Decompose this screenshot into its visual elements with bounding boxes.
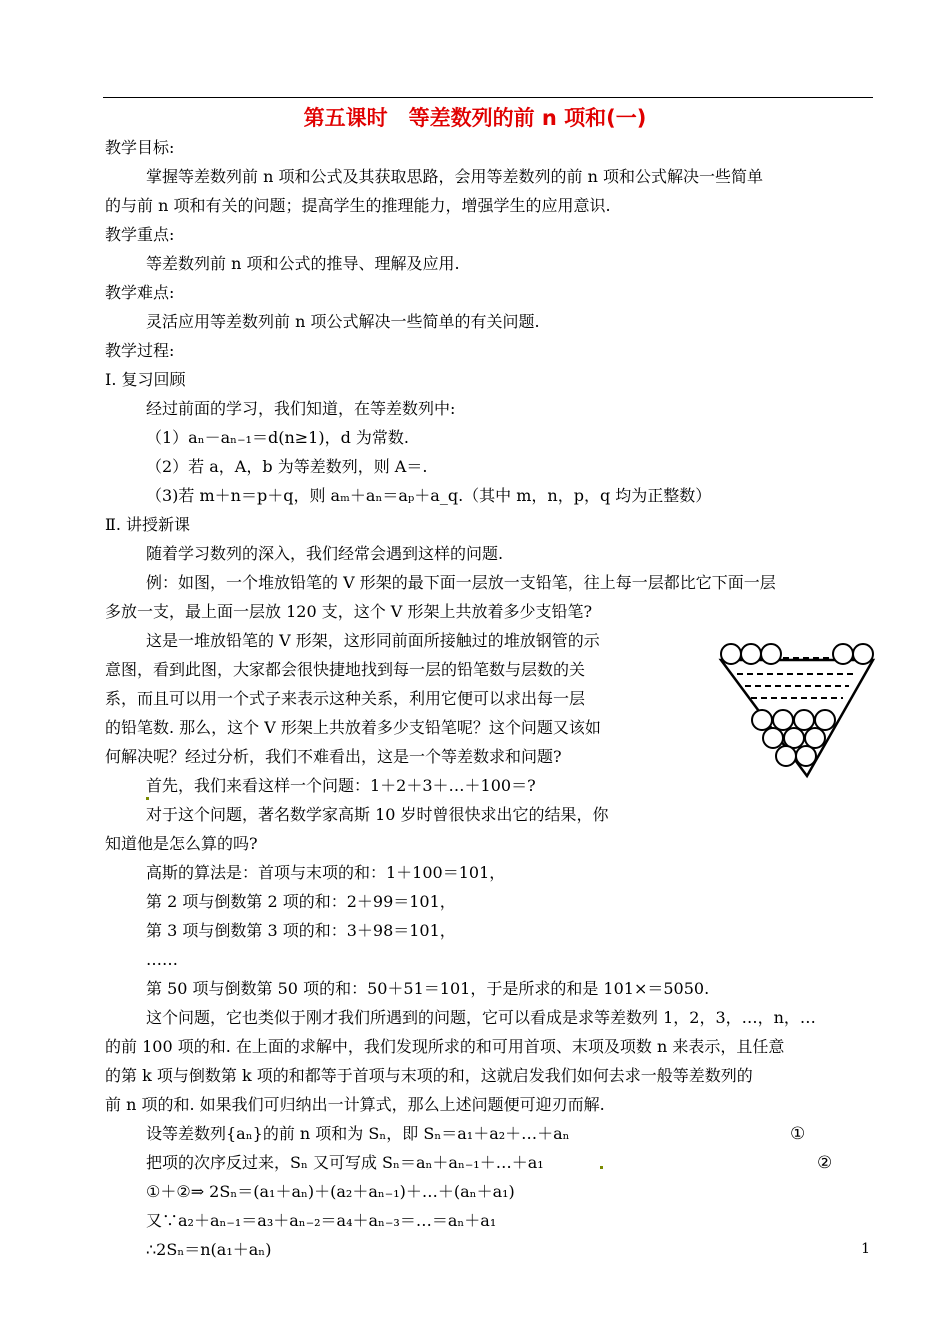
subsection-heading-review: Ⅰ. 复习回顾 <box>105 370 186 389</box>
formula-line: （3)若 m＋n＝p＋q，则 aₘ＋aₙ＝aₚ＋a_q.（其中 m，n，p，q 均为正整数） <box>146 486 712 505</box>
pencil-circle <box>773 710 793 730</box>
pencil-circle <box>721 644 741 664</box>
pencil-circle <box>853 644 873 664</box>
pencil-circle <box>815 710 835 730</box>
text-line: 等差数列前 n 项和公式的推导、理解及应用. <box>146 254 460 273</box>
pencil-circle <box>763 728 783 748</box>
equation-marker-2: ② <box>817 1153 833 1173</box>
header-rule <box>103 97 873 98</box>
subsection-heading-new-lesson: Ⅱ. 讲授新课 <box>105 515 191 534</box>
section-heading-goals: 教学目标: <box>105 138 175 157</box>
ellipsis-line: …… <box>146 950 178 969</box>
pencil-circle <box>833 644 853 664</box>
text-line: 掌握等差数列前 n 项和公式及其获取思路，会用等差数列的前 n 项和公式解决一些简单 <box>146 167 763 186</box>
pencil-circle <box>796 746 816 766</box>
section-heading-key-points: 教学重点: <box>105 225 175 244</box>
formula-line: （2）若 a，A，b 为等差数列，则 A＝. <box>146 457 428 476</box>
text-line: 意图，看到此图，大家都会很快捷地找到每一层的铅笔数与层数的关 <box>105 660 586 679</box>
text-line: 第 50 项与倒数第 50 项的和：50＋51＝101，于是所求的和是 101×＝5050. <box>146 979 710 998</box>
text-line: 的前 100 项的和. 在上面的求解中，我们发现所求的和可用首项、末项及项数 n 来表示，且任意 <box>105 1037 785 1056</box>
text-line: 这是一堆放铅笔的 V 形架，这形同前面所接触过的堆放钢管的示 <box>146 631 600 650</box>
text-line: 灵活应用等差数列前 n 项公式解决一些简单的有关问题. <box>146 312 540 331</box>
text-line: 何解决呢？经过分析，我们不难看出，这是一个等差数求和问题? <box>105 747 562 766</box>
text-line: 例：如图，一个堆放铅笔的 V 形架的最下面一层放一支铅笔，往上每一层都比它下面一层 <box>146 573 776 592</box>
formula-line: ∴2Sₙ＝n(a₁＋aₙ) <box>146 1240 272 1259</box>
formula-line: ①＋②⇒ 2Sₙ＝(a₁＋aₙ)＋(a₂＋aₙ₋₁)＋…＋(aₙ＋a₁) <box>146 1182 515 1201</box>
text-line: 第 3 项与倒数第 3 项的和：3＋98＝101， <box>146 921 456 940</box>
text-line: 知道他是怎么算的吗? <box>105 834 258 853</box>
text-line: 对于这个问题，著名数学家高斯 10 岁时曾很快求出它的结果，你 <box>146 805 609 824</box>
v-shaped-pencil-rack-figure <box>717 640 877 780</box>
stray-dot <box>600 1166 603 1169</box>
text-line: 的铅笔数. 那么，这个 V 形架上共放着多少支铅笔呢？这个问题又该如 <box>105 718 601 737</box>
text-line: 的与前 n 项和有关的问题；提高学生的推理能力，增强学生的应用意识. <box>105 196 611 215</box>
pencil-circle <box>794 710 814 730</box>
stray-dot <box>146 797 149 800</box>
section-heading-process: 教学过程: <box>105 341 175 360</box>
formula-line: 设等差数列{aₙ}的前 n 项和为 Sₙ，即 Sₙ＝a₁＋a₂＋…＋aₙ <box>146 1124 570 1143</box>
text-line: 多放一支，最上面一层放 120 支，这个 V 形架上共放着多少支铅笔? <box>105 602 593 621</box>
equation-marker-1: ① <box>790 1124 806 1144</box>
section-heading-difficulties: 教学难点: <box>105 283 175 302</box>
pencil-circle <box>761 644 781 664</box>
text-line: 随着学习数列的深入，我们经常会遇到这样的问题. <box>146 544 504 563</box>
text-line: 的第 k 项与倒数第 k 项的和都等于首项与末项的和，这就启发我们如何去求一般等差数列的 <box>105 1066 753 1085</box>
pencil-circle <box>776 746 796 766</box>
text-line: 这个问题，它也类似于刚才我们所遇到的问题，它可以看成是求等差数列 1，2，3，…，n，… <box>146 1008 816 1027</box>
formula-line: 又∵a₂＋aₙ₋₁＝a₃＋aₙ₋₂＝a₄＋aₙ₋₃＝…＝aₙ＋a₁ <box>146 1211 497 1230</box>
text-line: 高斯的算法是：首项与末项的和：1＋100＝101， <box>146 863 506 882</box>
text-line: 经过前面的学习，我们知道，在等差数列中: <box>146 399 456 418</box>
pencil-circle <box>784 728 804 748</box>
formula-line: 把项的次序反过来，Sₙ 又可写成 Sₙ＝aₙ＋aₙ₋₁＋…＋a₁ <box>146 1153 544 1172</box>
pencil-circle <box>752 710 772 730</box>
page-number: 1 <box>861 1241 870 1257</box>
page-title: 第五课时 等差数列的前 n 项和(一) <box>303 106 647 130</box>
text-line: 第 2 项与倒数第 2 项的和：2＋99＝101， <box>146 892 456 911</box>
pencil-circle <box>741 644 761 664</box>
text-line: 系，而且可以用一个式子来表示这种关系，利用它便可以求出每一层 <box>105 689 586 708</box>
formula-line: （1）aₙ－aₙ₋₁＝d(n≥1)，d 为常数. <box>146 428 409 447</box>
text-line: 首先，我们来看这样一个问题：1＋2＋3＋…＋100＝? <box>146 776 536 795</box>
text-line: 前 n 项的和. 如果我们可归纳出一计算式，那么上述问题便可迎刃而解. <box>105 1095 605 1114</box>
pencil-circle <box>805 728 825 748</box>
